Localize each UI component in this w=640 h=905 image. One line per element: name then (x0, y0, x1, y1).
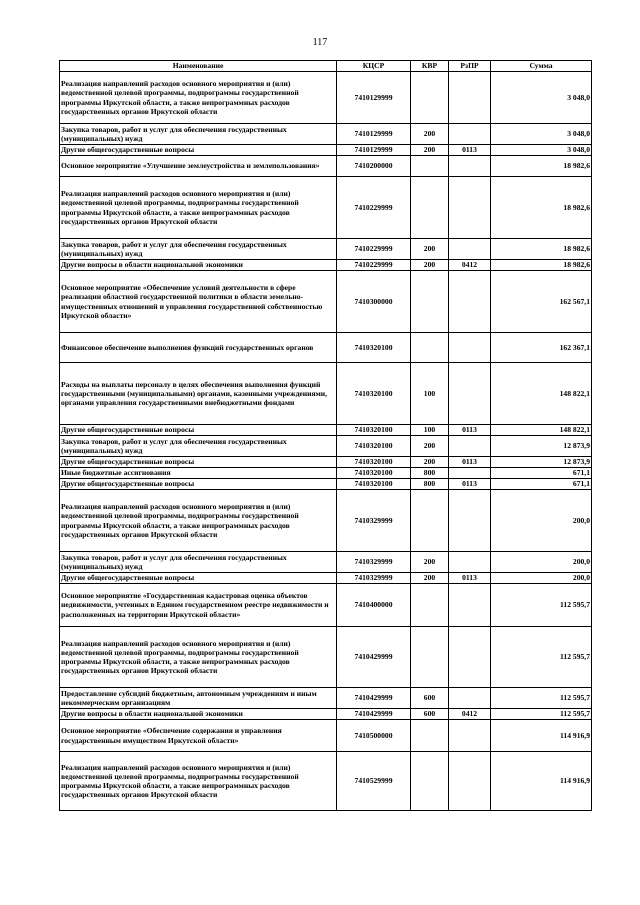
cell-name: Основное мероприятие «Обеспечение содержания и управления государственным имуществом Иркутской области» (60, 720, 337, 752)
table-row (60, 688, 592, 709)
cell-kvr (411, 271, 449, 333)
cell-kvr: 600 (411, 688, 449, 709)
cell-name: Иные бюджетные ассигнования (60, 468, 337, 479)
cell-kvr (411, 490, 449, 552)
cell-rzpr (449, 363, 491, 425)
cell-kvr: 100 (411, 425, 449, 436)
cell-kvr (411, 584, 449, 627)
table-row (60, 333, 592, 363)
cell-kvr: 800 (411, 468, 449, 479)
cell-kcsr: 7410229999 (337, 177, 411, 239)
header-name: Наименование (60, 61, 337, 72)
cell-sum: 112 595,7 (491, 584, 592, 627)
cell-kvr: 600 (411, 709, 449, 720)
cell-sum: 114 916,9 (491, 752, 592, 811)
cell-sum: 162 567,1 (491, 271, 592, 333)
table-row (60, 709, 592, 720)
cell-name: Другие общегосударственные вопросы (60, 145, 337, 156)
cell-kvr: 200 (411, 239, 449, 260)
header-kvr: КВР (411, 61, 449, 72)
cell-name: Расходы на выплаты персоналу в целях обеспечения выполнения функций государственными (муниципальными) органами, казенными учреждениями, органами управления государственными внебюджетными фондами (60, 363, 337, 425)
cell-name: Другие общегосударственные вопросы (60, 425, 337, 436)
cell-kvr: 200 (411, 124, 449, 145)
cell-kcsr: 7410320100 (337, 436, 411, 457)
cell-kvr (411, 627, 449, 688)
cell-rzpr: 0412 (449, 709, 491, 720)
table-row (60, 124, 592, 145)
cell-rzpr: 0113 (449, 425, 491, 436)
cell-rzpr (449, 468, 491, 479)
cell-sum: 18 982,6 (491, 260, 592, 271)
table-row (60, 72, 592, 124)
budget-table (59, 60, 592, 811)
table-row (60, 363, 592, 425)
cell-sum: 18 982,6 (491, 156, 592, 177)
cell-rzpr: 0113 (449, 457, 491, 468)
cell-kcsr: 7410529999 (337, 752, 411, 811)
cell-sum: 112 595,7 (491, 627, 592, 688)
cell-rzpr (449, 552, 491, 573)
cell-rzpr (449, 752, 491, 811)
cell-name: Реализация направлений расходов основного мероприятия и (или) ведомственной целевой программы, подпрограммы государственной программы Иркутской области, а также непрограммных расходов государственных органов Иркутской области (60, 627, 337, 688)
cell-rzpr (449, 271, 491, 333)
table-row (60, 468, 592, 479)
table-row (60, 720, 592, 752)
cell-kvr: 200 (411, 260, 449, 271)
table-row (60, 177, 592, 239)
cell-sum: 200,0 (491, 490, 592, 552)
cell-kcsr: 7410329999 (337, 490, 411, 552)
cell-name: Основное мероприятие «Улучшение землеустройства и землепользования» (60, 156, 337, 177)
cell-name: Реализация направлений расходов основного мероприятия и (или) ведомственной целевой программы, подпрограммы государственной программы Иркутской области, а также непрограммных расходов государственных органов Иркутской области (60, 752, 337, 811)
cell-kcsr: 7410320100 (337, 425, 411, 436)
cell-sum: 671,1 (491, 479, 592, 490)
table-row (60, 552, 592, 573)
cell-sum: 18 982,6 (491, 177, 592, 239)
cell-kvr: 200 (411, 552, 449, 573)
header-kcsr: КЦСР (337, 61, 411, 72)
cell-sum: 3 048,0 (491, 124, 592, 145)
cell-name: Основное мероприятие «Государственная кадастровая оценка объектов недвижимости, учтенных в Едином государственном реестре недвижимости и расположенных на территории Иркутской области» (60, 584, 337, 627)
cell-kcsr: 7410129999 (337, 72, 411, 124)
table-row (60, 584, 592, 627)
cell-sum: 671,1 (491, 468, 592, 479)
cell-sum: 162 367,1 (491, 333, 592, 363)
cell-kcsr: 7410320100 (337, 457, 411, 468)
table-row (60, 156, 592, 177)
cell-name: Предоставление субсидий бюджетным, автономным учреждениям и иным некоммерческим организациям (60, 688, 337, 709)
cell-rzpr (449, 156, 491, 177)
cell-rzpr (449, 239, 491, 260)
cell-name: Закупка товаров, работ и услуг для обеспечения государственных (муниципальных) нужд (60, 239, 337, 260)
table-row (60, 457, 592, 468)
cell-rzpr (449, 688, 491, 709)
cell-kcsr: 7410329999 (337, 552, 411, 573)
cell-rzpr (449, 720, 491, 752)
cell-rzpr (449, 177, 491, 239)
cell-name: Закупка товаров, работ и услуг для обеспечения государственных (муниципальных) нужд (60, 124, 337, 145)
cell-kcsr: 7410429999 (337, 709, 411, 720)
cell-sum: 114 916,9 (491, 720, 592, 752)
cell-sum: 200,0 (491, 552, 592, 573)
cell-name: Основное мероприятие «Обеспечение условий деятельности в сфере реализации областной государственной политики в области земельно-имущественных отношений и управления государственной собственностью Иркутской области» (60, 271, 337, 333)
cell-kcsr: 7410320100 (337, 363, 411, 425)
header-sum: Сумма (491, 61, 592, 72)
cell-name: Другие общегосударственные вопросы (60, 479, 337, 490)
table-row (60, 479, 592, 490)
cell-sum: 148 822,1 (491, 363, 592, 425)
cell-name: Другие общегосударственные вопросы (60, 457, 337, 468)
cell-sum: 148 822,1 (491, 425, 592, 436)
cell-kcsr: 7410320100 (337, 468, 411, 479)
cell-kcsr: 7410129999 (337, 145, 411, 156)
cell-kvr (411, 72, 449, 124)
table-row (60, 239, 592, 260)
table-header-row (60, 61, 592, 72)
cell-name: Закупка товаров, работ и услуг для обеспечения государственных (муниципальных) нужд (60, 436, 337, 457)
cell-kvr: 200 (411, 573, 449, 584)
cell-kvr: 200 (411, 457, 449, 468)
cell-rzpr (449, 584, 491, 627)
cell-kcsr: 7410400000 (337, 584, 411, 627)
cell-kcsr: 7410200000 (337, 156, 411, 177)
cell-kvr (411, 177, 449, 239)
cell-kcsr: 7410300000 (337, 271, 411, 333)
page-number: 117 (312, 37, 328, 48)
cell-sum: 12 873,9 (491, 436, 592, 457)
cell-name: Другие вопросы в области национальной экономики (60, 260, 337, 271)
cell-name: Финансовое обеспечение выполнения функций государственных органов (60, 333, 337, 363)
table-row (60, 627, 592, 688)
table-body (60, 72, 592, 811)
cell-kvr (411, 752, 449, 811)
header-rzpr: РзПР (449, 61, 491, 72)
cell-kcsr: 7410320100 (337, 333, 411, 363)
table-row (60, 573, 592, 584)
table-row (60, 425, 592, 436)
cell-kcsr: 7410429999 (337, 627, 411, 688)
cell-rzpr: 0113 (449, 573, 491, 584)
cell-kcsr: 7410429999 (337, 688, 411, 709)
cell-sum: 112 595,7 (491, 709, 592, 720)
table-row (60, 752, 592, 811)
cell-sum: 112 595,7 (491, 688, 592, 709)
cell-kcsr: 7410320100 (337, 479, 411, 490)
table-row (60, 271, 592, 333)
cell-rzpr (449, 124, 491, 145)
cell-kvr (411, 333, 449, 363)
cell-kvr: 200 (411, 436, 449, 457)
cell-rzpr (449, 436, 491, 457)
cell-name: Реализация направлений расходов основного мероприятия и (или) ведомственной целевой программы, подпрограммы государственной программы Иркутской области, а также непрограммных расходов государственных органов Иркутской области (60, 72, 337, 124)
cell-rzpr (449, 490, 491, 552)
cell-rzpr (449, 333, 491, 363)
cell-sum: 12 873,9 (491, 457, 592, 468)
cell-name: Реализация направлений расходов основного мероприятия и (или) ведомственной целевой программы, подпрограммы государственной программы Иркутской области, а также непрограммных расходов государственных органов Иркутской области (60, 490, 337, 552)
cell-name: Реализация направлений расходов основного мероприятия и (или) ведомственной целевой программы, подпрограммы государственной программы Иркутской области, а также непрограммных расходов государственных органов Иркутской области (60, 177, 337, 239)
cell-kcsr: 7410500000 (337, 720, 411, 752)
cell-rzpr: 0412 (449, 260, 491, 271)
cell-name: Другие вопросы в области национальной экономики (60, 709, 337, 720)
cell-sum: 200,0 (491, 573, 592, 584)
cell-kcsr: 7410229999 (337, 239, 411, 260)
cell-kcsr: 7410229999 (337, 260, 411, 271)
cell-kcsr: 7410129999 (337, 124, 411, 145)
cell-kvr: 800 (411, 479, 449, 490)
table-row (60, 260, 592, 271)
cell-kvr (411, 720, 449, 752)
table-row (60, 436, 592, 457)
cell-rzpr (449, 627, 491, 688)
cell-sum: 3 048,0 (491, 72, 592, 124)
cell-name: Другие общегосударственные вопросы (60, 573, 337, 584)
cell-rzpr (449, 72, 491, 124)
table-row (60, 145, 592, 156)
cell-rzpr: 0113 (449, 479, 491, 490)
cell-sum: 18 982,6 (491, 239, 592, 260)
cell-name: Закупка товаров, работ и услуг для обеспечения государственных (муниципальных) нужд (60, 552, 337, 573)
cell-rzpr: 0113 (449, 145, 491, 156)
table-row (60, 490, 592, 552)
cell-sum: 3 048,0 (491, 145, 592, 156)
cell-kvr (411, 156, 449, 177)
cell-kcsr: 7410329999 (337, 573, 411, 584)
cell-kvr: 100 (411, 363, 449, 425)
cell-kvr: 200 (411, 145, 449, 156)
